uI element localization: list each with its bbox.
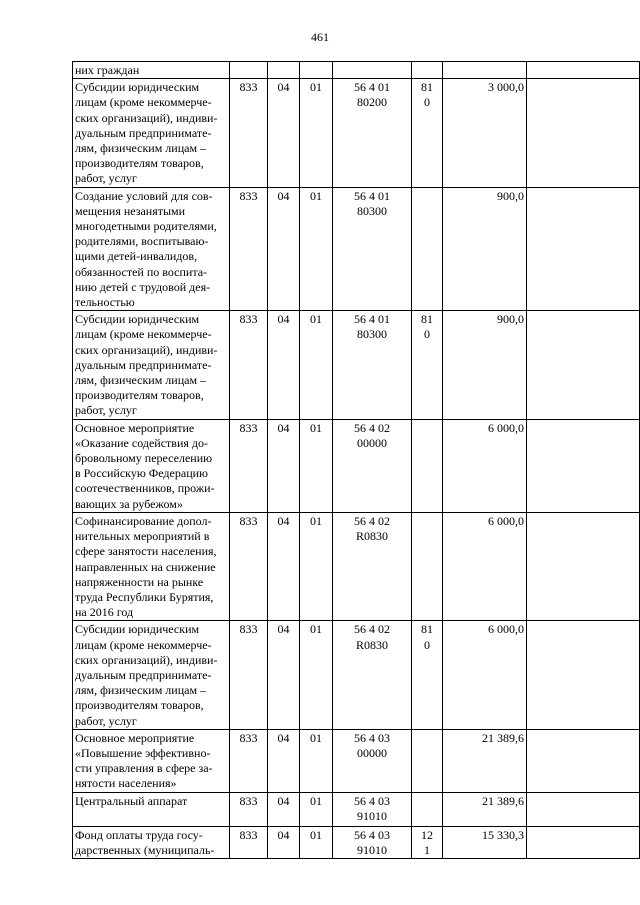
row-amount: 6 000,0: [443, 621, 527, 729]
table-row: [73, 311, 640, 419]
row-admin-code: 833: [230, 621, 268, 729]
row-admin-code: 833: [230, 826, 268, 858]
table-row: [73, 187, 640, 311]
row-subsection-code: 01: [300, 729, 333, 792]
row-amount: 3 000,0: [443, 79, 527, 187]
row-subsection-code: [300, 62, 333, 79]
row-name: Основное мероприятие «Оказание содействия до- бровольному переселению в Российскую Федерацию соотечественников, прожи- вающих за рубежом»: [73, 419, 230, 512]
row-amount: 6 000,0: [443, 512, 527, 620]
row-admin-code: 833: [230, 792, 268, 826]
row-section-code: 04: [268, 79, 300, 187]
row-subsection-code: 01: [300, 311, 333, 419]
row-name: Центральный аппарат: [73, 792, 230, 826]
row-subsection-code: 01: [300, 792, 333, 826]
row-name: Субсидии юридическим лицам (кроме некоммерче- ских организаций), индиви- дуальным предпринимате- лям, физическим лицам – производителям товаров, работ, услуг: [73, 311, 230, 419]
row-target-code: [333, 62, 412, 79]
row-admin-code: 833: [230, 311, 268, 419]
row-target-code: 56 4 03 91010: [333, 792, 412, 826]
row-expense-type-code: [412, 187, 443, 311]
row-target-code: 56 4 01 80300: [333, 311, 412, 419]
row-amount: 6 000,0: [443, 419, 527, 512]
row-admin-code: 833: [230, 79, 268, 187]
row-section-code: 04: [268, 826, 300, 858]
row-section-code: [268, 62, 300, 79]
row-name: Субсидии юридическим лицам (кроме некоммерче- ских организаций), индиви- дуальным предпринимате- лям, физическим лицам – производителям товаров, работ, услуг: [73, 621, 230, 729]
row-name: Фонд оплаты труда госу- дарственных (муниципаль-: [73, 826, 230, 858]
row-expense-type-code: 81 0: [412, 311, 443, 419]
row-section-code: 04: [268, 419, 300, 512]
row-admin-code: 833: [230, 729, 268, 792]
budget-table-body: [73, 62, 640, 859]
row-admin-code: 833: [230, 512, 268, 620]
row-section-code: 04: [268, 792, 300, 826]
row-section-code: 04: [268, 187, 300, 311]
row-expense-type-code: 81 0: [412, 79, 443, 187]
row-target-code: 56 4 01 80200: [333, 79, 412, 187]
row-subsection-code: 01: [300, 512, 333, 620]
table-row: [73, 79, 640, 187]
table-row: [73, 729, 640, 792]
row-name: Субсидии юридическим лицам (кроме некоммерче- ских организаций), индиви- дуальным предпринимате- лям, физическим лицам – производителям товаров, работ, услуг: [73, 79, 230, 187]
page-number: 461: [311, 30, 329, 44]
row-admin-code: 833: [230, 419, 268, 512]
row-name: них граждан: [73, 62, 230, 79]
row-amount: [443, 62, 527, 79]
row-subsection-code: 01: [300, 826, 333, 858]
row-expense-type-code: [412, 792, 443, 826]
table-row: [73, 826, 640, 858]
row-empty-cell: [527, 621, 640, 729]
row-name: Создание условий для сов- мещения незанятыми многодетными родителями, родителями, воспитываю- щими детей-инвалидов, обязанностей по воспита- нию детей с трудовой дея- тельностью: [73, 187, 230, 311]
row-expense-type-code: [412, 729, 443, 792]
row-empty-cell: [527, 311, 640, 419]
row-empty-cell: [527, 512, 640, 620]
row-expense-type-code: 81 0: [412, 621, 443, 729]
row-expense-type-code: [412, 419, 443, 512]
row-amount: 15 330,3: [443, 826, 527, 858]
row-admin-code: 833: [230, 187, 268, 311]
row-target-code: 56 4 02 R0830: [333, 621, 412, 729]
row-admin-code: [230, 62, 268, 79]
table-row: [73, 621, 640, 729]
row-amount: 900,0: [443, 187, 527, 311]
row-target-code: 56 4 03 91010: [333, 826, 412, 858]
row-section-code: 04: [268, 512, 300, 620]
row-amount: 21 389,6: [443, 729, 527, 792]
row-subsection-code: 01: [300, 621, 333, 729]
row-empty-cell: [527, 187, 640, 311]
row-expense-type-code: [412, 512, 443, 620]
budget-table: [72, 61, 640, 859]
table-row: [73, 792, 640, 826]
row-empty-cell: [527, 419, 640, 512]
row-expense-type-code: 12 1: [412, 826, 443, 858]
row-subsection-code: 01: [300, 187, 333, 311]
row-target-code: 56 4 02 R0830: [333, 512, 412, 620]
row-target-code: 56 4 02 00000: [333, 419, 412, 512]
row-amount: 900,0: [443, 311, 527, 419]
row-section-code: 04: [268, 311, 300, 419]
row-empty-cell: [527, 826, 640, 858]
row-empty-cell: [527, 79, 640, 187]
row-section-code: 04: [268, 621, 300, 729]
row-amount: 21 389,6: [443, 792, 527, 826]
row-subsection-code: 01: [300, 419, 333, 512]
row-target-code: 56 4 01 80300: [333, 187, 412, 311]
table-row: [73, 62, 640, 79]
row-target-code: 56 4 03 00000: [333, 729, 412, 792]
table-row: [73, 512, 640, 620]
row-expense-type-code: [412, 62, 443, 79]
row-name: Софинансирование допол- нительных мероприятий в сфере занятости населения, направленных на снижение напряженности на рынке труда Республики Бурятия, на 2016 год: [73, 512, 230, 620]
row-empty-cell: [527, 62, 640, 79]
row-section-code: 04: [268, 729, 300, 792]
table-row: [73, 419, 640, 512]
row-subsection-code: 01: [300, 79, 333, 187]
row-empty-cell: [527, 792, 640, 826]
row-name: Основное мероприятие «Повышение эффективно- сти управления в сфере за- нятости населения»: [73, 729, 230, 792]
row-empty-cell: [527, 729, 640, 792]
